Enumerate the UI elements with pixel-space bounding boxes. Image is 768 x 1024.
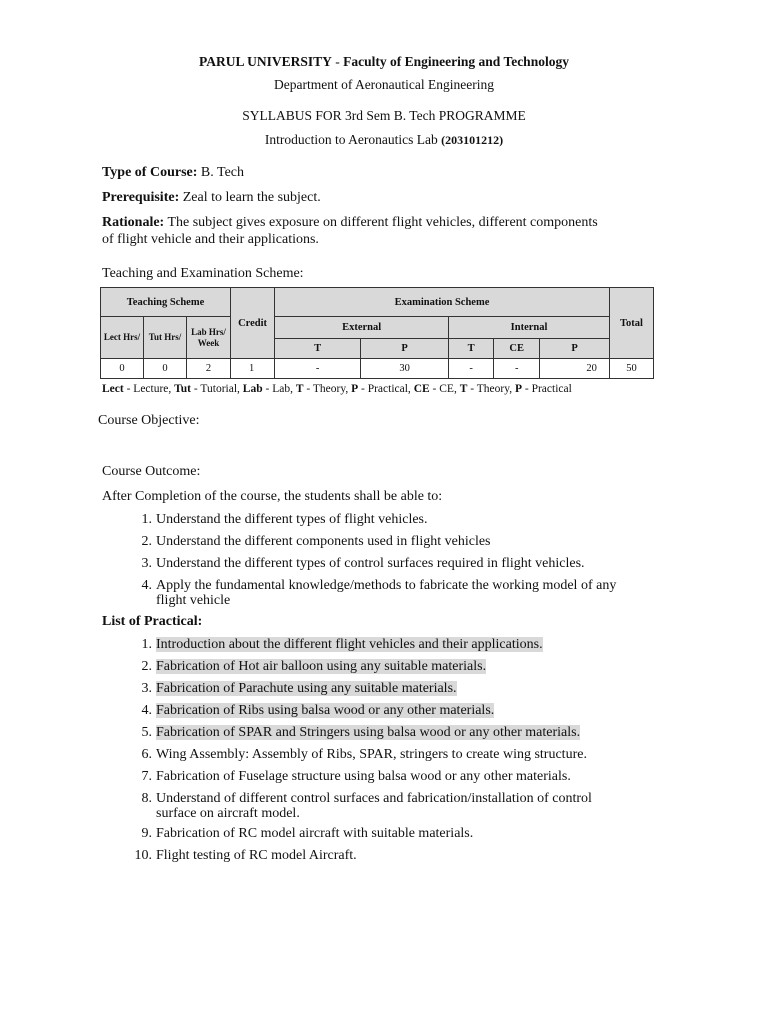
legend-key: P	[514, 383, 522, 395]
rationale-line1: Rationale: The subject gives exposure on different flight vehicles, different components	[102, 215, 598, 230]
table-cell: -	[494, 359, 540, 379]
lab-hrs-header: Lab Hrs/ Week	[187, 317, 231, 359]
legend-desc: - Practical,	[358, 383, 414, 395]
external-header: External	[275, 317, 449, 339]
list-item: 9. Fabrication of RC model aircraft with suitable materials.	[141, 826, 474, 841]
practicals-list	[134, 637, 592, 870]
legend-key: T	[295, 383, 304, 395]
table-row	[101, 359, 654, 379]
ext-practical-header: P	[361, 339, 449, 359]
list-item: 10. Flight testing of RC model Aircraft.	[134, 848, 357, 863]
table-cell: 1	[231, 359, 275, 379]
outcome-intro: After Completion of the course, the students shall be able to:	[102, 489, 443, 504]
scheme-heading: Teaching and Examination Scheme:	[102, 266, 304, 281]
table-cell: 0	[101, 359, 144, 379]
credit-header: Credit	[231, 288, 275, 359]
int-ce-header: CE	[494, 339, 540, 359]
list-item: 7. Fabrication of Fuselage structure using balsa wood or any other materials.	[141, 769, 571, 784]
int-theory-header: T	[449, 339, 494, 359]
table-cell: -	[275, 359, 361, 379]
legend-key: Tut	[174, 383, 192, 395]
int-practical-header: P	[540, 339, 610, 359]
legend-desc: - Lecture,	[123, 383, 175, 395]
lect-hrs-header: Lect Hrs/	[101, 317, 144, 359]
legend-desc: - CE,	[429, 383, 460, 395]
course-objective-heading: Course Objective:	[98, 413, 200, 428]
legend-desc: - Theory,	[467, 383, 515, 395]
header-course-title: Introduction to Aeronautics Lab (203101212)	[264, 132, 504, 147]
list-item: 5. Fabrication of SPAR and Stringers using balsa wood or any other materials.	[141, 725, 581, 740]
legend-desc: - Theory,	[303, 383, 352, 395]
legend-key: T	[459, 383, 468, 395]
type-of-course: Type of Course: B. Tech	[102, 165, 244, 180]
table-cell: -	[449, 359, 494, 379]
list-item: 1. Understand the different types of flight vehicles.	[141, 512, 428, 527]
table-cell: 30	[361, 359, 449, 379]
legend-key: CE	[413, 383, 430, 395]
list-item: 4. Fabrication of Ribs using balsa wood or any other materials.	[141, 703, 495, 718]
table-legend	[102, 383, 572, 395]
table-cell: 20	[540, 359, 610, 379]
table-cell: 0	[144, 359, 187, 379]
examination-scheme-header: Examination Scheme	[275, 288, 610, 317]
scheme-table	[100, 287, 654, 379]
practical-heading: List of Practical:	[102, 614, 203, 629]
legend-desc: - Practical	[522, 383, 572, 395]
internal-header: Internal	[449, 317, 610, 339]
ext-theory-header: T	[275, 339, 361, 359]
rationale-line2: of flight vehicle and their applications.	[102, 232, 319, 247]
list-item: 4. Apply the fundamental knowledge/methods to fabricate the working model of any flight vehicle	[141, 578, 617, 608]
table-cell: 2	[187, 359, 231, 379]
teaching-scheme-header: Teaching Scheme	[101, 288, 231, 317]
list-item: 2. Understand the different components used in flight vehicles	[141, 534, 491, 549]
legend-key: P	[351, 383, 359, 395]
list-item: 3. Fabrication of Parachute using any suitable materials.	[141, 681, 457, 696]
list-item: 6. Wing Assembly: Assembly of Ribs, SPAR, stringers to create wing structure.	[141, 747, 587, 762]
list-item: 3. Understand the different types of control surfaces required in flight vehicles.	[141, 556, 585, 571]
list-item: 1. Introduction about the different flight vehicles and their applications.	[141, 637, 543, 652]
list-item: 8. Understand of different control surfaces and fabrication/installation of control surface on aircraft model.	[141, 791, 592, 821]
outcomes-list	[141, 512, 617, 610]
table-cell: 50	[609, 359, 653, 379]
legend-desc: - Tutorial,	[191, 383, 243, 395]
course-outcome-heading: Course Outcome:	[102, 464, 201, 479]
legend-desc: - Lab,	[262, 383, 296, 395]
header-department: Department of Aeronautical Engineering	[273, 77, 495, 92]
legend-key: Lect	[102, 383, 124, 395]
header-university: PARUL UNIVERSITY - Faculty of Engineering and Technology	[199, 54, 569, 69]
tut-hrs-header: Tut Hrs/	[144, 317, 187, 359]
header-syllabus: SYLLABUS FOR 3rd Sem B. Tech PROGRAMME	[242, 108, 526, 123]
prerequisite: Prerequisite: Zeal to learn the subject.	[102, 190, 321, 205]
total-header: Total	[609, 288, 653, 359]
legend-key: Lab	[242, 383, 263, 395]
list-item: 2. Fabrication of Hot air balloon using any suitable materials.	[141, 659, 487, 674]
